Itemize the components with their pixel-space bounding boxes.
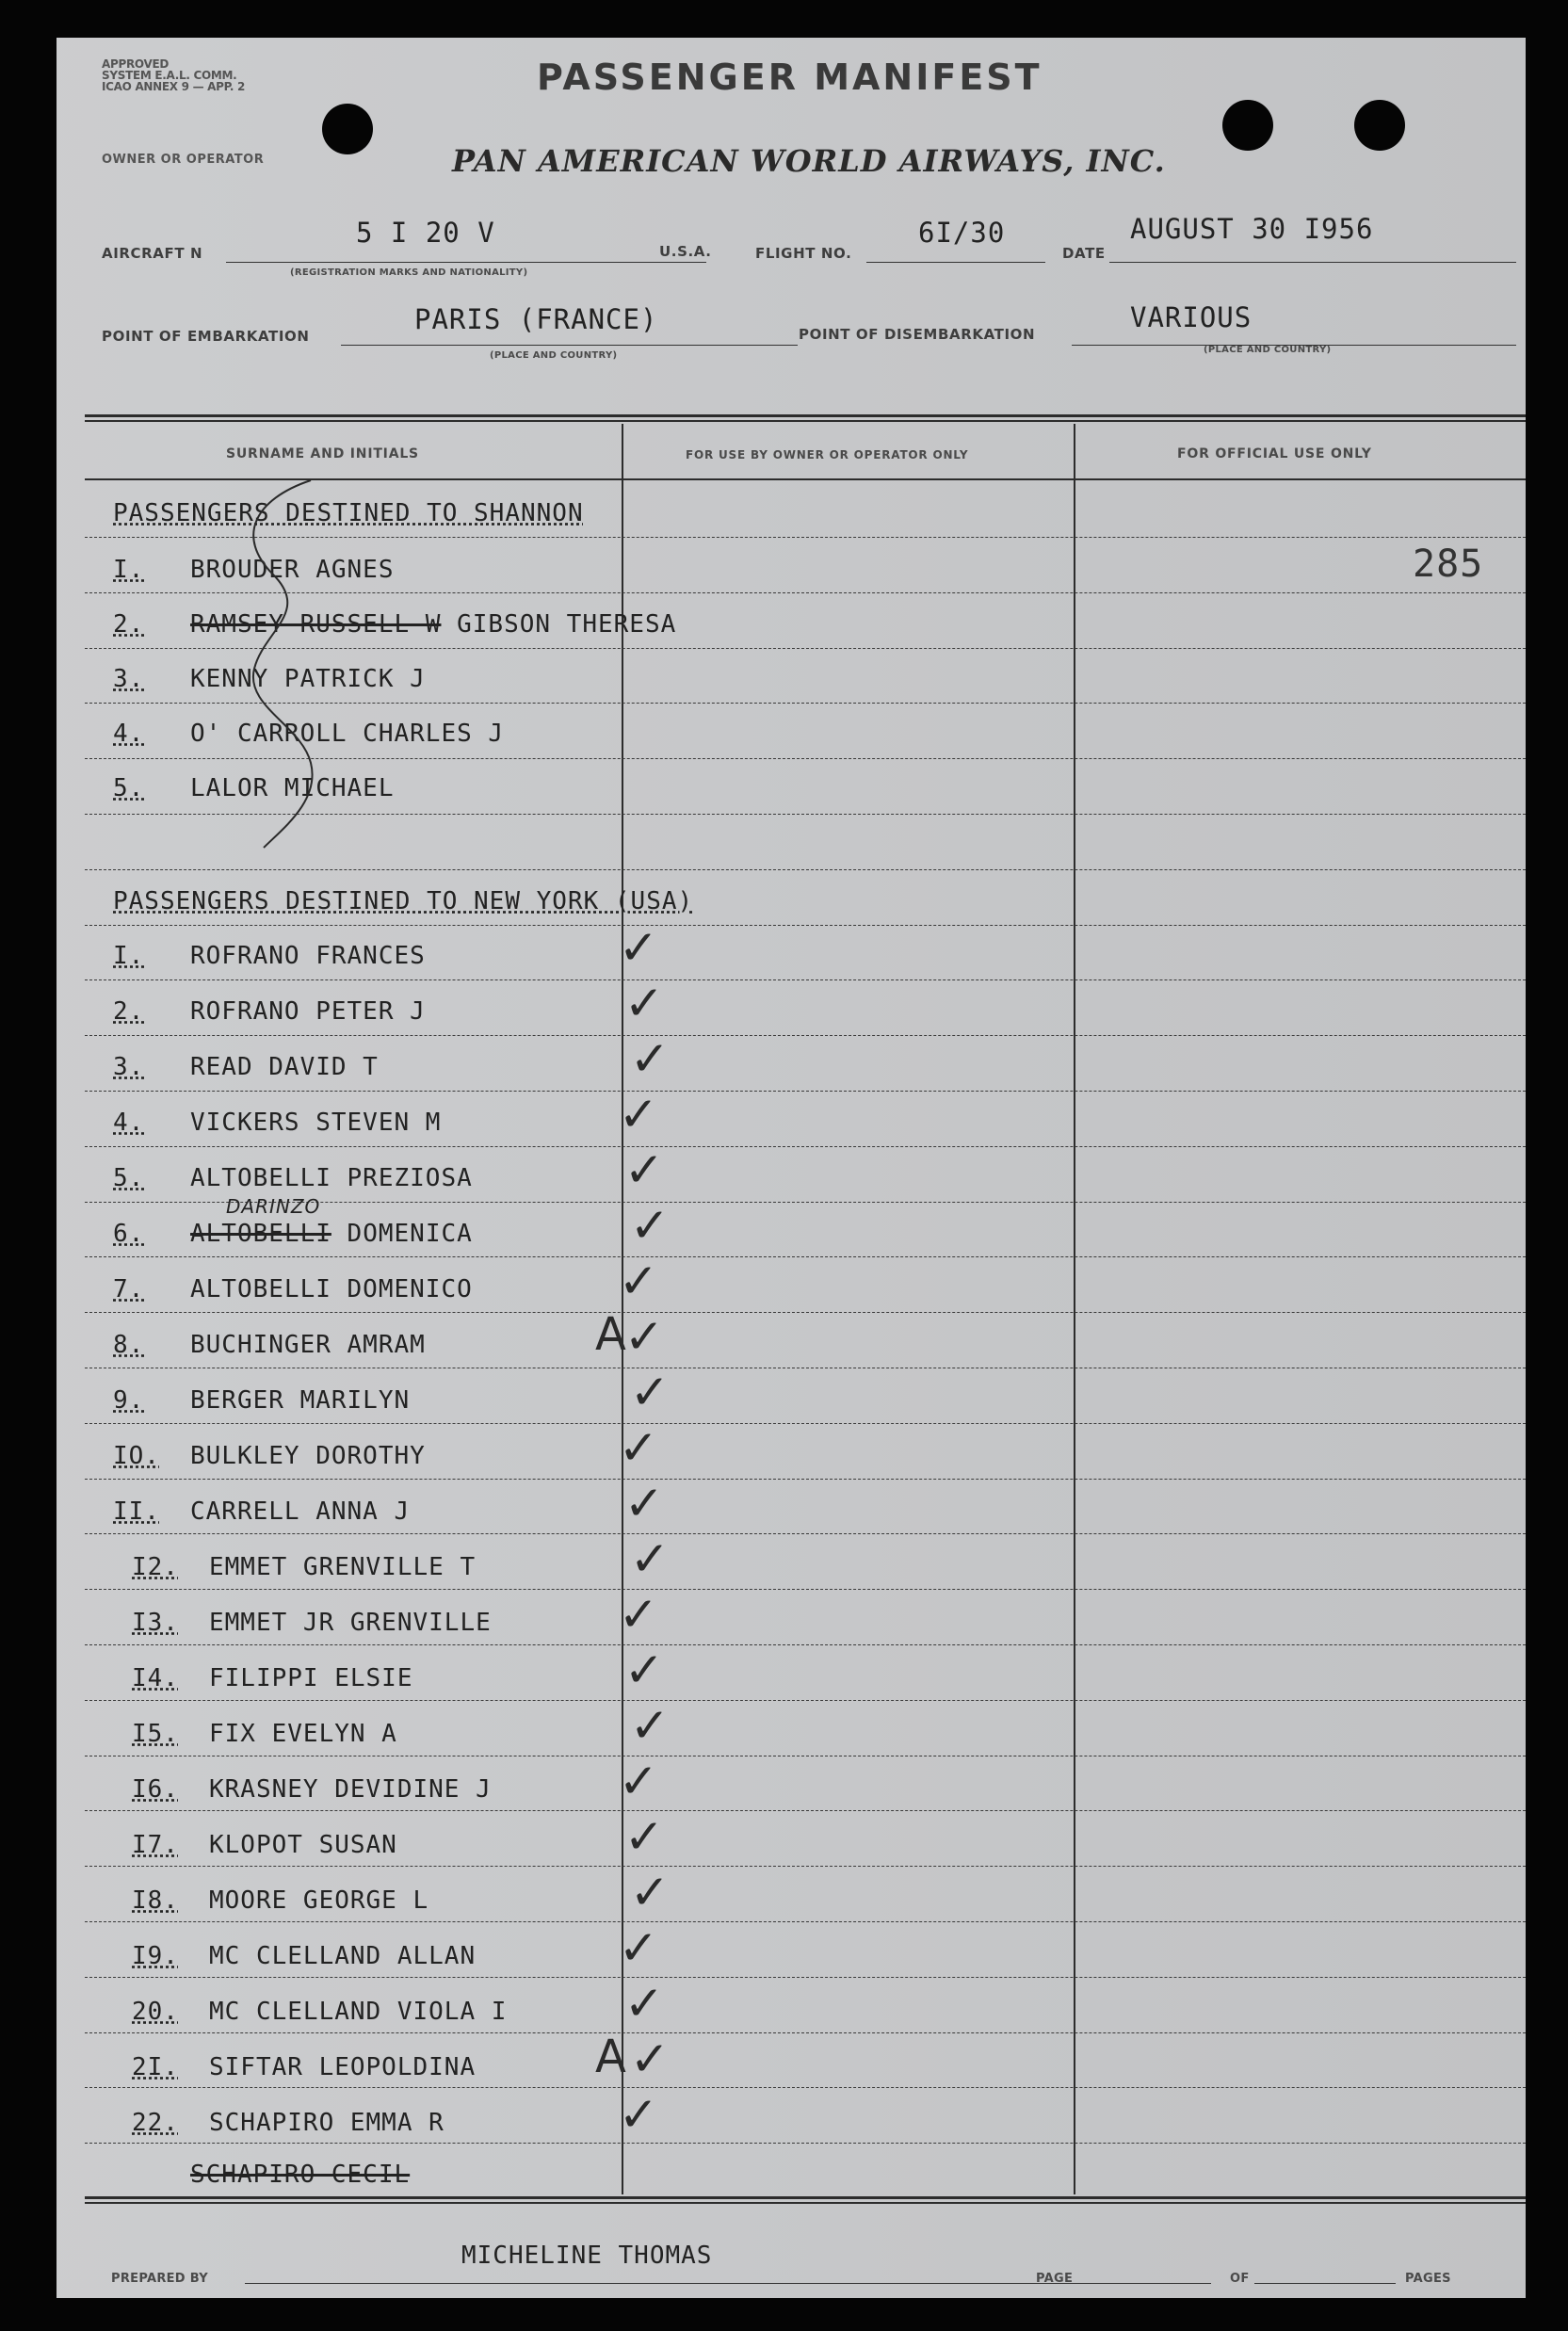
- passenger-row: [113, 942, 426, 983]
- row-number: 7.: [113, 1275, 145, 1303]
- usa-label: U.S.A.: [659, 243, 712, 260]
- check-mark: ✓: [627, 1969, 660, 2033]
- col-surname-header: SURNAME AND INITIALS: [226, 446, 419, 461]
- passenger-row: [132, 1775, 492, 1817]
- passenger-row: [113, 1275, 473, 1317]
- registration-caption: (REGISTRATION MARKS AND NATIONALITY): [290, 267, 528, 278]
- row-number: I4.: [132, 1664, 179, 1692]
- row-number: I9.: [132, 1942, 179, 1970]
- check-mark: ✓: [627, 1803, 660, 1867]
- passenger-row: [132, 1609, 492, 1650]
- disembark-label: POINT OF DISEMBARKATION: [799, 326, 1036, 343]
- check-mark: ✓: [633, 1191, 666, 1255]
- approval-line: ICAO ANNEX 9 — APP. 2: [102, 80, 246, 93]
- row-number: 4.: [113, 1109, 145, 1137]
- passenger-name: FILIPPI ELSIE: [209, 1664, 413, 1692]
- section-heading-newyork: PASSENGERS DESTINED TO NEW YORK (USA): [113, 887, 694, 915]
- of-label: OF: [1230, 2272, 1250, 2286]
- section-heading-shannon: PASSENGERS DESTINED TO SHANNON: [113, 499, 584, 527]
- pages-label: PAGES: [1405, 2272, 1451, 2286]
- approval-line: APPROVED: [102, 57, 170, 71]
- passenger-name: BUCHINGER AMRAM: [190, 1331, 426, 1359]
- check-mark: ✓: [627, 1636, 660, 1700]
- row-number: I.: [113, 942, 145, 970]
- place-caption: (PLACE AND COUNTRY): [1204, 345, 1332, 355]
- embark-label: POINT OF EMBARKATION: [102, 328, 310, 345]
- passenger-name: BERGER MARILYN: [190, 1386, 411, 1415]
- row-number: 9.: [113, 1386, 145, 1415]
- aircraft-label: AIRCRAFT N: [102, 245, 203, 262]
- page-label: PAGE: [1036, 2272, 1074, 2286]
- col-official-header: FOR OFFICIAL USE ONLY: [1177, 446, 1372, 461]
- passenger-row: [132, 1886, 428, 1928]
- handwritten-correction: DARINZO: [226, 1195, 321, 1218]
- check-mark: ✓: [622, 1080, 655, 1144]
- passenger-name: GIBSON THERESA: [457, 610, 677, 639]
- passenger-name: LALOR MICHAEL: [190, 774, 395, 802]
- row-number: I5.: [132, 1720, 179, 1748]
- passenger-row: [132, 1998, 507, 2039]
- passenger-name: MC CLELLAND ALLAN: [209, 1942, 477, 1970]
- passenger-name: ALTOBELLI DOMENICO: [190, 1275, 473, 1303]
- struck-name: RAMSEY RUSSELL W: [190, 610, 442, 639]
- passenger-name: MC CLELLAND VIOLA I: [209, 1998, 508, 2026]
- row-number: 3.: [113, 1053, 145, 1081]
- ruled-line: [85, 925, 1526, 926]
- row-number: IO.: [113, 1442, 160, 1470]
- check-mark: ✓: [633, 2025, 666, 2089]
- passenger-name: BULKLEY DOROTHY: [190, 1442, 426, 1470]
- row-number: 22.: [132, 2109, 179, 2137]
- row-number: I8.: [132, 1886, 179, 1915]
- passenger-row: [113, 1195, 473, 1261]
- form-title: PASSENGER MANIFEST: [537, 57, 1043, 98]
- passenger-name: SIFTAR LEOPOLDINA: [209, 2053, 477, 2081]
- check-mark: ✓: [633, 1525, 666, 1589]
- passenger-name: SCHAPIRO EMMA R: [209, 2109, 445, 2137]
- punch-hole: [1354, 100, 1405, 151]
- passenger-name: KLOPOT SUSAN: [209, 1831, 397, 1859]
- passenger-name: EMMET GRENVILLE T: [209, 1553, 477, 1581]
- check-mark: ✓: [622, 1414, 655, 1478]
- row-number: 3.: [113, 665, 145, 693]
- passenger-row: [132, 2053, 476, 2095]
- row-number: 20.: [132, 1998, 179, 2026]
- passenger-row: [132, 2109, 445, 2150]
- approval-note: [102, 58, 245, 92]
- handwritten-bracket: [198, 461, 424, 857]
- passenger-name: CARRELL ANNA J: [190, 1497, 411, 1526]
- check-mark: ✓: [622, 1914, 655, 1978]
- passenger-row: [132, 1831, 397, 1872]
- check-mark: ✓: [622, 1247, 655, 1311]
- official-stamp-number: 285: [1413, 542, 1484, 586]
- row-number: I2.: [132, 1553, 179, 1581]
- passenger-row: [113, 1109, 441, 1150]
- struck-name: ALTOBELLI: [190, 1220, 331, 1248]
- flight-value: 6I/30: [918, 217, 1006, 249]
- check-mark: ✓: [633, 1358, 666, 1422]
- punch-hole: [322, 104, 373, 154]
- passenger-name: KRASNEY DEVIDINE J: [209, 1775, 492, 1804]
- row-number: I6.: [132, 1775, 179, 1804]
- passenger-name: ROFRANO FRANCES: [190, 942, 426, 970]
- passenger-row: [132, 1942, 476, 1983]
- passenger-row: [113, 997, 426, 1039]
- handwritten-a-mark: A: [595, 1308, 626, 1361]
- check-mark: ✓: [627, 969, 660, 1033]
- passenger-name: ROFRANO PETER J: [190, 997, 426, 1026]
- row-number: 2.: [113, 610, 145, 639]
- handwritten-a-mark: A: [595, 2031, 626, 2083]
- check-mark: ✓: [633, 1025, 666, 1089]
- passenger-row: [113, 1386, 410, 1428]
- passenger-name: ALTOBELLI PREZIOSA: [190, 1164, 473, 1192]
- struck-name: SCHAPIRO CECIL: [190, 2161, 411, 2189]
- passenger-name: EMMET JR GRENVILLE: [209, 1609, 492, 1637]
- place-caption: (PLACE AND COUNTRY): [490, 350, 618, 361]
- passenger-row: [113, 1442, 426, 1483]
- passenger-row: [132, 1553, 476, 1594]
- passenger-name: O' CARROLL CHARLES J: [190, 720, 505, 748]
- passenger-name: MOORE GEORGE L: [209, 1886, 429, 1915]
- row-number: 4.: [113, 720, 145, 748]
- passenger-name: BROUDER AGNES: [190, 556, 395, 584]
- punch-hole: [1222, 100, 1273, 151]
- passenger-name: KENNY PATRICK J: [190, 665, 426, 693]
- check-mark: ✓: [622, 2080, 655, 2145]
- passenger-row: [113, 1053, 379, 1094]
- passenger-name: FIX EVELYN A: [209, 1720, 397, 1748]
- row-number: 6.: [113, 1220, 145, 1248]
- check-mark: ✓: [622, 1580, 655, 1644]
- check-mark: ✓: [633, 1858, 666, 1922]
- passenger-name: DOMENICA: [347, 1220, 473, 1248]
- owner-label: OWNER OR OPERATOR: [102, 153, 265, 167]
- row-number: I3.: [132, 1609, 179, 1637]
- passenger-row: [132, 1664, 413, 1706]
- passenger-name: VICKERS STEVEN M: [190, 1109, 442, 1137]
- check-mark: ✓: [627, 1136, 660, 1200]
- flight-label: FLIGHT NO.: [755, 245, 852, 262]
- airline-name: PAN AMERICAN WORLD AIRWAYS, INC.: [452, 143, 1166, 179]
- row-number: I7.: [132, 1831, 179, 1859]
- col-owner-header: FOR USE BY OWNER OR OPERATOR ONLY: [686, 448, 969, 461]
- approval-line: SYSTEM E.A.L. COMM.: [102, 69, 237, 82]
- passenger-name: READ DAVID T: [190, 1053, 379, 1081]
- passenger-row: [132, 1720, 397, 1761]
- row-number: 5.: [113, 1164, 145, 1192]
- ruled-line: [85, 869, 1526, 870]
- row-number: I.: [113, 556, 145, 584]
- prepared-by-value: MICHELINE THOMAS: [461, 2242, 713, 2270]
- passenger-row: [113, 1331, 426, 1372]
- row-number: 2.: [113, 997, 145, 1026]
- row-number: 5.: [113, 774, 145, 802]
- check-mark: ✓: [627, 1303, 660, 1367]
- check-mark: ✓: [627, 1469, 660, 1533]
- row-number: II.: [113, 1497, 160, 1526]
- date-value: AUGUST 30 I956: [1130, 213, 1374, 245]
- check-mark: ✓: [622, 914, 655, 978]
- check-mark: ✓: [633, 1692, 666, 1756]
- row-number: 8.: [113, 1331, 145, 1359]
- disembark-value: VARIOUS: [1130, 301, 1253, 333]
- passenger-row: [113, 1497, 410, 1539]
- check-mark: ✓: [622, 1747, 655, 1811]
- embark-value: PARIS (FRANCE): [414, 303, 658, 335]
- prepared-by-label: PREPARED BY: [111, 2272, 208, 2286]
- date-label: DATE: [1062, 245, 1106, 262]
- manifest-sheet: [57, 38, 1526, 2298]
- aircraft-value: 5 I 20 V: [356, 217, 495, 249]
- row-number: 2I.: [132, 2053, 179, 2081]
